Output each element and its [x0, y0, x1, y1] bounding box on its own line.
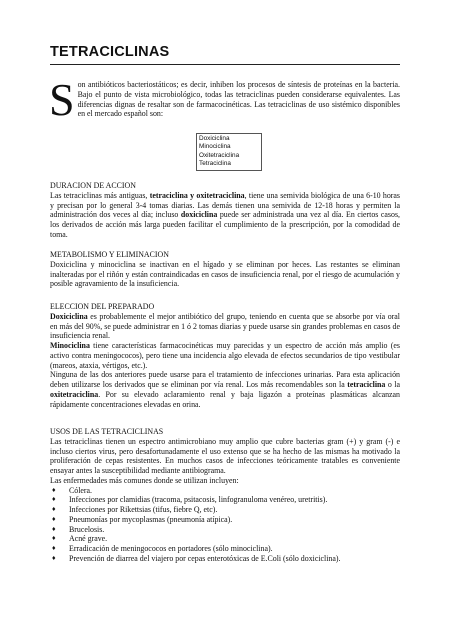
list-item	[50, 544, 400, 554]
list-item	[50, 534, 400, 544]
section-eleccion	[50, 302, 400, 409]
section-usos	[50, 427, 400, 564]
intro-text: on antibióticos bacteriostáticos; es decir, inhiben los procesos de síntesis de proteínas en la bacteria. Bajo el punto de vista microbiológico, todas las tetraciclinas pueden considerarse equivalentes. Las diferencias dignas de resaltar son de farmacocinéticas. Las tetraciclinas de uso sistémico disponibles en el mercado español son:	[77, 80, 400, 119]
list-item-text: Brucelosis.	[69, 524, 105, 534]
text-run: o la	[385, 380, 400, 389]
bullet-icon: ♦	[52, 495, 56, 504]
page-title: TETRACICLINAS	[50, 44, 170, 60]
list-item	[50, 525, 400, 535]
list-intro: Las enfermedades más comunes donde se utilizan incluyen:	[50, 475, 239, 485]
drug-list-item: Minociclina	[199, 143, 231, 151]
drug-list-item: Doxiciclina	[199, 135, 230, 142]
text-run: puede ser administrada una vez al día. En ciertos casos, los derivados de acción más larga pueden facilitar el cumplimiento de la prescripción, por la comodidad de toma.	[50, 210, 400, 239]
section-paragraph: Doxiciclina y minociclina se inactivan en el hígado y se eliminan por heces. Las restantes se eliminan inalteradas por el riñón y están contraindicadas en casos de insuficiencia renal, por el riesgo de acumulación y posible agravamiento de la insuficiencia.	[50, 259, 400, 289]
section-heading: ELECCION DEL PREPARADO	[50, 302, 155, 311]
list-item	[50, 554, 400, 564]
list-item-text: Cólera.	[69, 485, 93, 495]
text-run: , tiene una semivida biológica de una 6-10 horas y precisan por lo general 3-4 tomas diarias. Las demás tienen una semivida de 12-18 horas y permiten la administración dos veces al día; incluso	[50, 190, 400, 220]
disease-list	[50, 486, 400, 564]
bullet-icon: ♦	[52, 524, 56, 533]
list-item-text: Prevención de diarrea del viajero por cepas enterotóxicas de E.Coli (sólo doxiciclina).	[69, 553, 341, 563]
list-item-text: Acné grave.	[69, 534, 108, 544]
bold-term: oxitetraciclina	[50, 389, 99, 399]
bold-term: tetraciclina y oxitetraciclina	[149, 190, 245, 200]
section-paragraph	[50, 370, 400, 409]
intro-section	[49, 74, 400, 125]
section-paragraph	[50, 341, 400, 370]
drug-list-box	[196, 133, 262, 171]
section-paragraph	[50, 191, 400, 240]
list-item-text: Infecciones por Rikettsias (tifus, fiebre Q, etc).	[69, 505, 218, 514]
bold-term: tetraciclina	[347, 380, 386, 389]
drug-list-item: Tetraciclina	[199, 160, 231, 168]
list-item	[50, 495, 400, 505]
list-item-text: Pneumonías por mycoplasmas (pneumonía atípica).	[69, 514, 233, 524]
section-metabolismo	[50, 250, 400, 289]
list-item-text: Erradicación de meningococos en portadores (sólo minociclina).	[69, 544, 273, 553]
list-item	[50, 486, 400, 496]
list-item	[50, 505, 400, 515]
text-run: tiene características farmacocinéticas muy parecidas y un espectro de acción más amplio (es activo contra meningococos), pero tiene una incidencia algo elevada de efectos secundarios de tipo vestibular (mareos, ataxia, vértigos, etc.).	[50, 341, 400, 370]
section-heading: USOS DE LAS TETRACICLINAS	[50, 427, 164, 436]
text-run: Ninguna de las dos anteriores puede usarse para el tratamiento de infecciones urinarias. Para esta aplicación deben utilizarse los derivados que se eliminan por vía renal. Los más recomendables son la	[50, 370, 400, 389]
text-run: . Por su elevado aclaramiento renal y baja ligazón a proteínas plasmáticas alcanzan rápidamente concentraciones elevadas en orina.	[50, 389, 400, 409]
bullet-icon: ♦	[52, 514, 56, 523]
title-underline	[50, 64, 400, 65]
text-run: Las tetraciclinas más antiguas,	[50, 190, 150, 200]
section-heading: METABOLISMO Y ELIMINACION	[50, 250, 169, 259]
section-heading: DURACION DE ACCION	[50, 181, 136, 190]
bullet-icon: ♦	[52, 553, 56, 562]
drug-list-item: Oxitetraciclina	[199, 151, 240, 159]
section-duracion	[50, 181, 400, 240]
section-paragraph	[50, 312, 400, 341]
bold-term: Doxiciclina	[50, 311, 88, 321]
bullet-icon: ♦	[52, 485, 56, 494]
drop-cap: S	[49, 74, 75, 125]
bullet-icon: ♦	[52, 534, 56, 543]
bold-term: doxiciclina	[180, 210, 218, 220]
bold-term: Minociclina	[50, 341, 90, 350]
intro-paragraph	[49, 74, 400, 125]
bullet-icon: ♦	[52, 505, 56, 513]
list-item-text: Infecciones por clamidias (tracoma, psitacosis, linfogranuloma venéreo, uretritis).	[69, 495, 328, 505]
section-paragraph: Las tetraciclinas tienen un espectro antimicrobiano muy amplio que cubre bacterias gram (+) y gram (-) e incluso ciertos virus, pero desafortunadamente el uso extenso que se ha hecho de las mismas ha motivado la proliferación de cepas resistentes. En muchos casos de infecciones teóricamente tratables es conveniente ensayar antes la susceptibilidad mediante antibiograma.	[50, 436, 400, 475]
list-item	[50, 515, 400, 525]
bullet-icon: ♦	[52, 544, 56, 552]
text-run: es probablemente el mejor antibiótico del grupo, teniendo en cuenta que se absorbe por vía oral en más del 90%, se puede administrar en 1 ó 2 tomas diarias y puede usarse sin grandes problemas en casos de insuficiencia renal.	[50, 311, 400, 341]
